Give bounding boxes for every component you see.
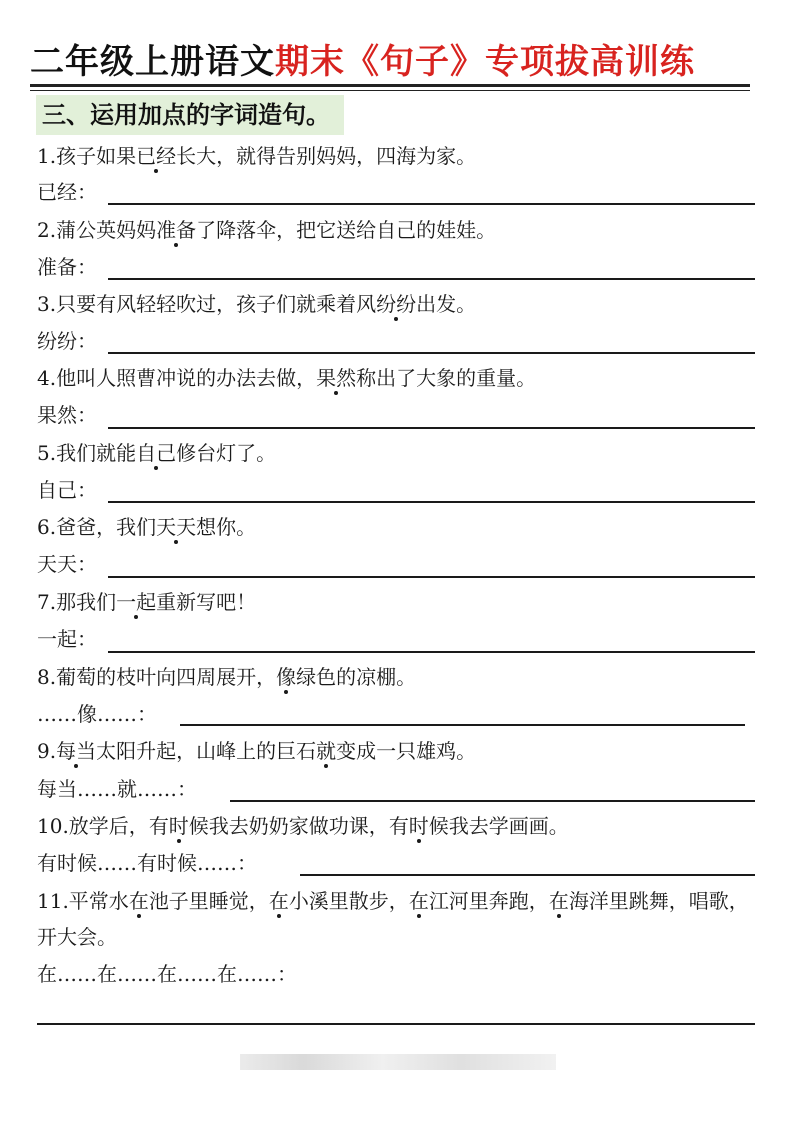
question-9: [37, 737, 476, 765]
answer-label-2: 准备：: [37, 255, 97, 279]
title-rule-thick: [30, 84, 750, 87]
answer-label-5: 自己：: [37, 478, 97, 502]
answer-line-2[interactable]: [108, 278, 755, 280]
question-4: [37, 364, 536, 392]
question-8-text-after: 绿色的凉棚。: [296, 665, 417, 689]
answer-line-3[interactable]: [108, 352, 755, 354]
question-1-text-before: 1.孩子如果: [37, 144, 137, 168]
answer-label-11: 在……在……在……在……：: [37, 962, 297, 986]
question-2-text-after: 了降落伞，把它送给自己的娃娃。: [196, 218, 497, 242]
question-11-dotted-word-2: 在: [268, 889, 289, 913]
question-11-text-after: 海洋里跳舞，唱歌，开大会。: [37, 889, 749, 949]
question-4-text-after: 称出了大象的重量。: [356, 366, 537, 390]
question-11-text-part-2: 池子里睡觉，: [148, 889, 269, 913]
answer-line-6[interactable]: [108, 576, 755, 578]
question-11-dotted-word-1: 在: [128, 889, 149, 913]
question-8-text-before: 8.葡萄的枝叶向四周展开，: [37, 665, 277, 689]
question-5-text-before: 5.我们就能: [37, 441, 137, 465]
question-7-text-before: 7.那我们: [37, 590, 117, 614]
question-11-text-part-3: 小溪里散步，: [288, 889, 409, 913]
question-9-dotted-word-1: 每当: [56, 739, 97, 763]
question-4-text-before: 4.他叫人照曹冲说的办法去做，: [37, 366, 317, 390]
answer-line-5[interactable]: [108, 501, 755, 503]
question-9-text-middle: 太阳升起，山峰上的巨石: [96, 739, 317, 763]
question-11-text-part-4: 江河里奔跑，: [428, 889, 549, 913]
question-1-text-after: 长大，就得告别妈妈，四海为家。: [176, 144, 477, 168]
question-8-dotted-word: 像: [276, 665, 297, 689]
question-3-dotted-word: 纷纷: [376, 292, 417, 316]
question-10-text-before: 10.放学后，: [37, 814, 149, 838]
answer-label-3: 纷纷：: [37, 329, 97, 353]
answer-line-11[interactable]: [37, 1023, 755, 1025]
question-11-text-before: 11.平常水: [37, 889, 129, 913]
question-6-dotted-word: 天天: [156, 515, 197, 539]
question-2-dotted-word: 准备: [156, 218, 197, 242]
question-3: [37, 290, 476, 318]
question-4-dotted-word: 果然: [316, 366, 357, 390]
question-10-dotted-word-1: 有时候: [148, 814, 209, 838]
answer-label-4: 果然：: [37, 403, 97, 427]
title-topic-part: 期末《句子》专项拔高训练: [275, 42, 695, 82]
title-grade-part: 二年级上册语文: [30, 42, 275, 82]
question-6-text-after: 想你。: [196, 515, 257, 539]
question-5: [37, 439, 276, 467]
question-7-dotted-word: 一起: [116, 590, 157, 614]
question-11-dotted-word-3: 在: [408, 889, 429, 913]
page-title: [30, 38, 750, 86]
question-9-text-before: 9.: [37, 739, 57, 763]
question-5-text-after: 修台灯了。: [176, 441, 277, 465]
question-7-text-after: 重新写吧！: [156, 590, 257, 614]
question-6: [37, 513, 256, 541]
question-2: [37, 216, 496, 244]
question-10-text-middle: 我去奶奶家做功课，: [208, 814, 389, 838]
question-8: [37, 663, 416, 691]
section-heading: 三、运用加点的字词造句。: [36, 95, 344, 135]
question-1: [37, 142, 476, 170]
answer-label-7: 一起：: [37, 627, 97, 651]
answer-label-9: 每当……就……：: [37, 777, 197, 801]
answer-line-1[interactable]: [108, 203, 755, 205]
blurred-watermark: [240, 1054, 556, 1070]
question-10-text-after: 我去学画画。: [448, 814, 569, 838]
answer-label-10: 有时候……有时候……：: [37, 851, 257, 875]
question-10: [37, 812, 569, 840]
question-2-text-before: 2.蒲公英妈妈: [37, 218, 157, 242]
answer-label-6: 天天：: [37, 552, 97, 576]
title-rule-thin: [30, 90, 750, 91]
question-11: [37, 883, 757, 955]
answer-line-4[interactable]: [108, 427, 755, 429]
question-11-dotted-word-4: 在: [548, 889, 569, 913]
answer-line-10[interactable]: [300, 874, 755, 876]
question-9-text-after: 变成一只雄鸡。: [336, 739, 477, 763]
question-3-text-after: 出发。: [416, 292, 477, 316]
question-3-text-before: 3.只要有风轻轻吹过，孩子们就乘着风: [37, 292, 377, 316]
answer-line-8[interactable]: [180, 724, 745, 726]
question-6-text-before: 6.爸爸，我们: [37, 515, 157, 539]
question-1-dotted-word: 已经: [136, 144, 177, 168]
question-9-dotted-word-2: 就: [316, 739, 337, 763]
answer-line-9[interactable]: [230, 800, 755, 802]
question-7: [37, 588, 256, 616]
answer-line-7[interactable]: [108, 651, 755, 653]
answer-label-8: ……像……：: [37, 702, 157, 726]
answer-label-1: 已经：: [37, 180, 97, 204]
question-5-dotted-word: 自己: [136, 441, 177, 465]
question-10-dotted-word-2: 有时候: [388, 814, 449, 838]
